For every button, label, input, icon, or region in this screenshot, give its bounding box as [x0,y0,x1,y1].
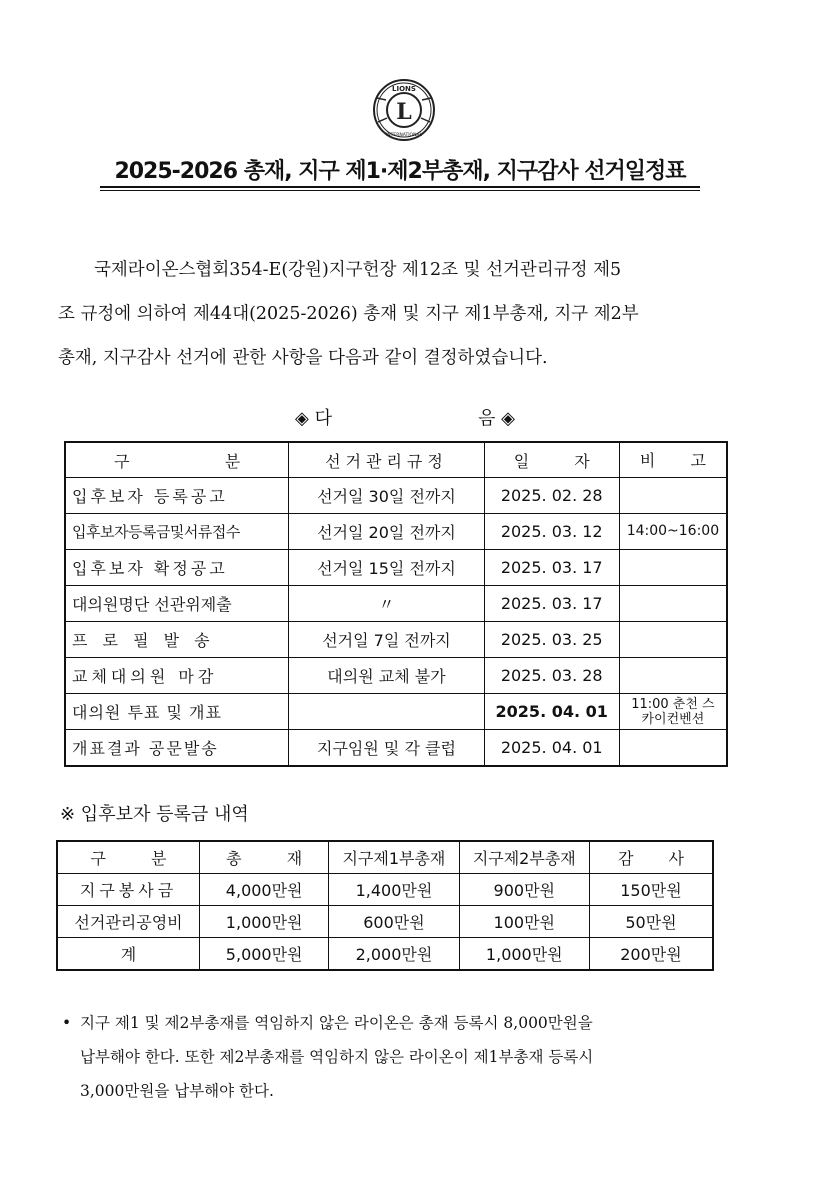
row-category: 개표결과 공문발송 [65,730,289,767]
row-date: 2025. 04. 01 [484,730,619,767]
schedule-table [64,441,728,767]
table-row [65,478,727,514]
section-heading-left: ◈ 다 [295,408,332,429]
row-rule: 지구임원 및 각 클럽 [289,730,484,767]
row-rule: 선거일 30일 전까지 [289,478,484,514]
fee-value: 50만원 [589,906,713,938]
intro-line: 국제라이온스협회354-E(강원)지구헌장 제12조 및 선거관리규정 제5 [94,260,622,280]
bullet-icon: • [62,1014,72,1032]
table-row [57,906,713,938]
section-heading-right: 음 ◈ [478,408,515,429]
fee-header: 지구제1부총재 [329,841,459,874]
header-category: 구 분 [65,442,289,478]
row-rule [289,694,484,730]
footnote-line: 납부해야 한다. 또한 제2부총재를 역임하지 않은 라이온이 제1부총재 등록시 [80,1048,594,1066]
intro-line: 조 규정에 의하여 제44대(2025-2026) 총재 및 지구 제1부총재, 지구 제2부 [58,304,639,324]
row-note [619,550,727,586]
fee-row-label: 계 [57,938,200,971]
logo-letter: L [396,99,412,125]
row-rule: 대의원 교체 불가 [289,658,484,694]
table-header-row [57,841,713,874]
row-category: 교체대의원 마감 [65,658,289,694]
fee-value: 1,000만원 [459,938,589,971]
row-note [619,478,727,514]
title-underline-thin [100,190,700,191]
table-header-row [65,442,727,478]
row-note [619,622,727,658]
table-row [57,874,713,906]
row-note [619,586,727,622]
section-heading [295,404,515,430]
fee-header: 감 사 [589,841,713,874]
footnote-line: 지구 제1 및 제2부총재를 역임하지 않은 라이온은 총재 등록시 8,000만원을 [80,1014,593,1032]
table-row [65,658,727,694]
row-rule: 선거일 20일 전까지 [289,514,484,550]
row-note: 11:00 춘천 스카이컨벤션 [619,694,727,730]
fee-value: 600만원 [329,906,459,938]
footnote-line: 3,000만원을 납부해야 한다. [80,1082,274,1100]
row-category: 입후보자등록금및서류접수 [65,514,289,550]
fee-value: 2,000만원 [329,938,459,971]
footnote [62,1006,752,1108]
table-row [65,730,727,767]
intro-paragraph [58,248,748,380]
title-underline [100,186,700,188]
header-note: 비 고 [619,442,727,478]
row-category: 대의원 투표 및 개표 [65,694,289,730]
header-date: 일 자 [484,442,619,478]
row-date: 2025. 03. 17 [484,550,619,586]
row-date: 2025. 03. 28 [484,658,619,694]
row-category: 입후보자 확정공고 [65,550,289,586]
row-rule: 선거일 7일 전까지 [289,622,484,658]
row-category: 입후보자 등록공고 [65,478,289,514]
row-note [619,730,727,767]
intro-line: 총재, 지구감사 선거에 관한 사항을 다음과 같이 결정하였습니다. [58,348,548,368]
row-date: 2025. 04. 01 [484,694,619,730]
row-date: 2025. 03. 25 [484,622,619,658]
fee-value: 4,000만원 [200,874,329,906]
table-row [65,586,727,622]
table-row [65,622,727,658]
logo-text-top: LIONS [392,85,416,93]
fee-value: 1,400만원 [329,874,459,906]
fee-value: 5,000만원 [200,938,329,971]
fee-header: 총 재 [200,841,329,874]
table-row [57,938,713,971]
row-note [619,658,727,694]
row-category: 프 로 필 발 송 [65,622,289,658]
fee-header: 구 분 [57,841,200,874]
header-rule: 선거관리규정 [289,442,484,478]
row-category: 대의원명단 선관위제출 [65,586,289,622]
fee-value: 200만원 [589,938,713,971]
row-date: 2025. 03. 12 [484,514,619,550]
row-date: 2025. 02. 28 [484,478,619,514]
fee-value: 1,000만원 [200,906,329,938]
row-date: 2025. 03. 17 [484,586,619,622]
fee-header: 지구제2부총재 [459,841,589,874]
table-row [65,550,727,586]
fee-value: 100만원 [459,906,589,938]
fee-value: 900만원 [459,874,589,906]
fee-table [56,840,714,971]
row-rule: 선거일 15일 전까지 [289,550,484,586]
fee-section-title: ※ 입후보자 등록금 내역 [60,804,249,825]
row-rule: 〃 [289,586,484,622]
logo-text-bottom: INTERNATIONAL [385,133,423,138]
table-row [65,514,727,550]
table-row [65,694,727,730]
lions-logo [372,78,436,142]
row-note: 14:00~16:00 [619,514,727,550]
fee-row-label: 지구봉사금 [57,874,200,906]
fee-value: 150만원 [589,874,713,906]
fee-row-label: 선거관리공영비 [57,906,200,938]
page-title: 2025-2026 총재, 지구 제1·제2부총재, 지구감사 선거일정표 [114,159,686,184]
